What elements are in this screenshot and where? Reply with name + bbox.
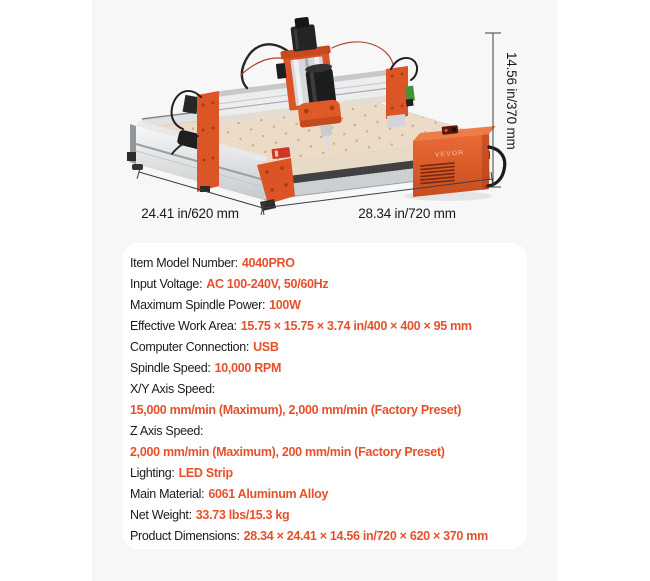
- spec-label: X/Y Axis Speed:: [130, 382, 215, 396]
- spec-value: AC 100-240V, 50/60Hz: [206, 277, 329, 291]
- spec-row: [130, 442, 519, 463]
- spec-label: Effective Work Area:: [130, 319, 237, 333]
- spec-label: Spindle Speed:: [130, 361, 211, 375]
- y-axis-motor: [183, 95, 200, 114]
- spec-row: [130, 379, 519, 400]
- collet: [320, 124, 332, 136]
- spec-value: 15,000 mm/min (Maximum), 2,000 mm/min (Factory Preset): [130, 403, 462, 417]
- left-gantry-plate: [197, 91, 219, 192]
- spec-label: Z Axis Speed:: [130, 424, 204, 438]
- spec-row: [130, 505, 519, 526]
- spec-value: 28.34 × 24.41 × 14.56 in/720 × 620 × 370 mm: [243, 529, 488, 543]
- width-dimension-label: 28.34 in/720 mm: [358, 206, 456, 221]
- brand-logo: VEVOR: [434, 149, 465, 159]
- spec-label: Maximum Spindle Power:: [130, 298, 266, 312]
- spec-value: LED Strip: [178, 466, 233, 480]
- spec-label: Product Dimensions:: [130, 529, 240, 543]
- power-cable: [488, 147, 505, 186]
- rail-end-cap: [127, 152, 136, 161]
- z-stepper-motor: [290, 24, 317, 52]
- spec-label: Item Model Number:: [130, 256, 238, 270]
- spec-row: [130, 358, 519, 379]
- spec-row: [130, 421, 519, 442]
- spec-value: 4040PRO: [241, 256, 295, 270]
- spec-row: [130, 526, 519, 547]
- power-switch: [442, 125, 459, 135]
- spec-value: 100W: [269, 298, 301, 312]
- spec-row: [130, 295, 519, 316]
- spec-row: [130, 253, 519, 274]
- limit-switch: [276, 63, 287, 79]
- machine-foot: [132, 164, 143, 170]
- spec-value: USB: [253, 340, 279, 354]
- spec-row: [130, 400, 519, 421]
- spec-label: Main Material:: [130, 487, 205, 501]
- spec-row: [130, 484, 519, 505]
- spec-value: 2,000 mm/min (Maximum), 200 mm/min (Factory Preset): [130, 445, 445, 459]
- spec-row: [130, 274, 519, 295]
- spec-row: [130, 463, 519, 484]
- depth-dimension-label: 24.41 in/620 mm: [141, 206, 239, 221]
- spec-label: Net Weight:: [130, 508, 192, 522]
- cnc-machine-illustration: [92, 0, 557, 240]
- spec-label: Computer Connection:: [130, 340, 250, 354]
- spec-label: Input Voltage:: [130, 277, 203, 291]
- spec-row: [130, 316, 519, 337]
- spec-value: 10,000 RPM: [214, 361, 282, 375]
- spec-label: Lighting:: [130, 466, 175, 480]
- spec-value: 6061 Aluminum Alloy: [208, 487, 329, 501]
- product-infographic-panel: [92, 0, 557, 581]
- spec-list: [130, 253, 519, 547]
- spec-value: 33.73 lbs/15.3 kg: [195, 508, 290, 522]
- spec-row: [130, 337, 519, 358]
- spec-value: 15.75 × 15.75 × 3.74 in/400 × 400 × 95 mm: [240, 319, 472, 333]
- spec-card: [122, 243, 527, 549]
- height-dimension-label: 14.56 in/370 mm: [504, 52, 519, 150]
